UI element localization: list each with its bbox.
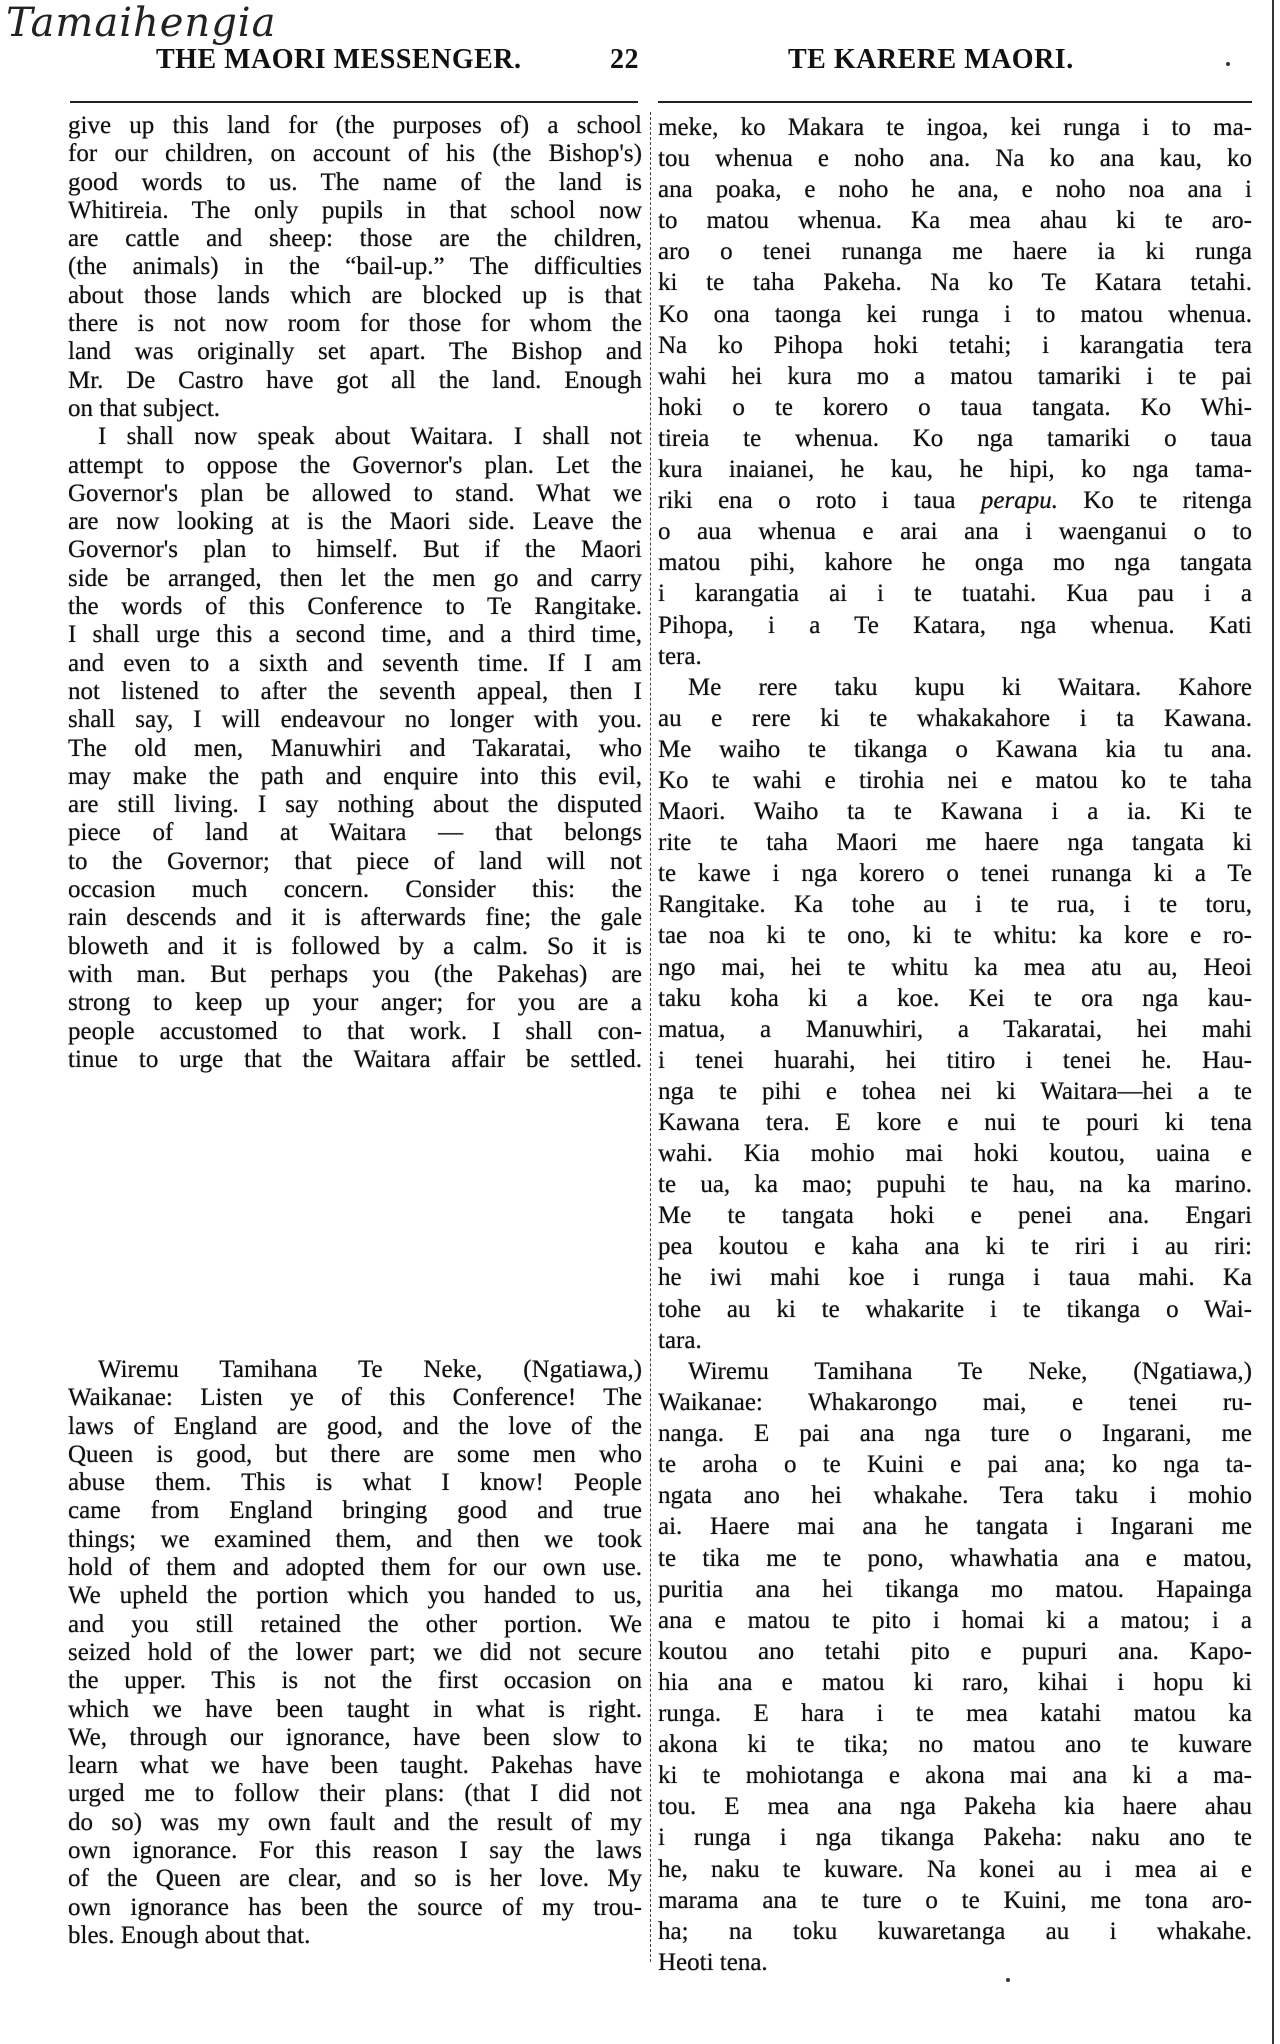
line-text: We upheld the portion which you handed to us, [68,1582,642,1610]
line-text: Governor's plan to himself. But if the Maori [68,536,642,564]
text-line [68,1554,642,1582]
line-text: Queen is good, but there are some men who [68,1440,642,1468]
text-line [658,1543,1252,1574]
line-text: abuse them. This is what I know! People [68,1469,642,1497]
line-text: tireia te whenua. Ko nga tamariki o taua [658,424,1252,452]
line-text: kura inaianei, he kau, he hipi, ko nga tama- [658,456,1252,484]
text-line [68,876,642,904]
line-text: there is not now room for those for whom the [68,310,642,338]
text-line [658,1231,1252,1262]
text-line [68,1837,642,1865]
text-line [658,423,1252,454]
text-line [68,1384,642,1412]
text-line [658,361,1252,392]
line-text: tae noa ki te ono, ki te whitu: ka kore e ro- [658,922,1252,950]
line-text: people accustomed to that work. I shall con- [68,1017,642,1045]
text-line [68,536,642,564]
line-text: land was originally set apart. The Bishop and [68,338,642,366]
text-line [658,485,1252,516]
line-text: hold of them and adopted them for our own use. [68,1554,642,1582]
text-line [658,610,1252,641]
line-text: wahi hei kura mo a matou tamariki i te pai [658,362,1252,390]
line-text: wahi. Kia mohio mai hoki koutou, uaina e [658,1140,1252,1168]
line-text: ai. Haere mai ana he tangata i Ingarani me [658,1513,1252,1541]
line-text: not listened to after the seventh appeal, then I [68,677,642,705]
text-line [658,1698,1252,1729]
print-mark [1226,62,1230,66]
english-column-part-1 [68,112,642,1074]
line-text: hia ana e matou ki raro, kihai i hopu ki [658,1668,1252,1696]
text-line [68,678,642,706]
line-text: I shall now speak about Waitara. I shall not [98,423,642,451]
line-text: riki ena o roto i taua [658,487,956,515]
italic-word: perapu. [980,487,1058,515]
text-line [658,143,1252,174]
line-text: piece of land at Waitara — that belongs [68,819,642,847]
masthead-maori: TE KARERE MAORI. [788,44,1074,75]
print-mark [1006,1978,1010,1982]
line-text: rite te taha Maori me haere nga tangata ki [658,829,1252,857]
line-text: for our children, on account of his (the Bishop's) [68,140,642,168]
line-text: with man. But perhaps you (the Pakehas) are [68,960,642,988]
text-line [658,672,1252,703]
line-text: au e rere ki te whakakahore i ta Kawana. [658,704,1252,732]
text-line [658,796,1252,827]
line-text: pea koutou e kaha ana ki te riri i au riri: [658,1233,1252,1261]
text-line [68,819,642,847]
text-line [68,621,642,649]
line-text: puritia ana hei tikanga mo matou. Hapainga [658,1575,1252,1603]
text-line [658,1636,1252,1667]
line-text: tinue to urge that the Waitara affair be settled. [68,1045,642,1073]
text-line [68,169,642,197]
line-text: shall say, I will endeavour no longer with you. [68,706,642,734]
line-text: ngo mai, hei te whitu ka mea atu au, Heoi [658,953,1252,981]
text-line [68,253,642,281]
text-line [658,578,1252,609]
text-line [658,1791,1252,1822]
line-text: taku koha ki a koe. Kei te ora nga kau- [658,984,1252,1012]
line-text: about those lands which are blocked up is that [68,281,642,309]
line-text: o aua whenua e arai ana i waenganui o to [658,518,1252,546]
line-text: te ua, ka mao; pupuhi te hau, na ka marino. [658,1171,1252,1199]
text-line [658,1076,1252,1107]
text-line [658,547,1252,578]
text-line [68,848,642,876]
line-text: good words to us. The name of the land is [68,168,642,196]
text-line [658,641,1252,672]
text-line [658,1418,1252,1449]
text-line [68,1356,642,1384]
masthead-english: THE MAORI MESSENGER. [156,44,522,75]
line-text: own ignorance. For this reason I say the laws [68,1837,642,1865]
text-line [658,889,1252,920]
line-text: ha; na toku kuwaretanga au i whakahe. [658,1917,1252,1945]
line-text: Rangitake. Ka tohe au i te rua, i te toru, [658,891,1252,919]
line-text: came from England bringing good and true [68,1497,642,1525]
line-text: side be arranged, then let the men go and carry [68,564,642,592]
line-text: and even to a sixth and seventh time. If I am [68,649,642,677]
text-line [658,205,1252,236]
text-line [658,1325,1252,1356]
text-line [658,858,1252,889]
text-line [68,282,642,310]
line-text: ki te taha Pakeha. Na ko Te Katara tetahi. [658,269,1252,297]
text-line [68,1582,642,1610]
text-line [658,1667,1252,1698]
line-text: things; we examined them, and then we took [68,1525,642,1553]
text-line [658,1729,1252,1760]
line-text: Waikanae: Listen ye of this Conference! The [68,1384,642,1412]
line-text: te kawe i nga korero o tenei runanga ki a Te [658,860,1252,888]
text-line [68,367,642,395]
line-text: occasion much concern. Consider this: the [68,876,642,904]
header-rule-left [70,101,638,103]
line-text: Kawana tera. E kore e nui te pouri ki tena [658,1109,1252,1136]
line-text: may make the path and enquire into this evil, [68,762,642,790]
line-text: Heoti tena. [658,1948,768,1976]
text-line [68,197,642,225]
line-text: bles. Enough about that. [68,1921,311,1949]
text-line [658,174,1252,205]
text-line [658,1885,1252,1916]
text-line [68,1809,642,1837]
text-line [68,961,642,989]
line-text: Whitireia. The only pupils in that school now [68,196,642,224]
line-text: matou pihi, kahore he onga mo nga tangata [658,549,1252,577]
text-line [658,1822,1252,1853]
line-text: Me rere taku kupu ki Waitara. Kahore [688,673,1252,701]
text-line [68,735,642,763]
line-text: te aroha o te Kuini e pai ana; ko nga ta- [658,1451,1252,1479]
text-line [658,1574,1252,1605]
line-text: i karangatia ai i te tuatahi. Kua pau i a [658,580,1252,608]
text-line [68,933,642,961]
text-line [68,763,642,791]
text-line [658,1854,1252,1885]
text-line [658,392,1252,423]
text-line [68,1724,642,1752]
text-line [68,423,642,451]
text-line [68,310,642,338]
line-text: urged me to follow their plans: (that I did not [68,1780,642,1808]
handwritten-annotation: Tamaihengia [6,0,277,46]
text-line [658,703,1252,734]
line-text: hoki o te korero o taua tangata. Ko Whi- [658,393,1252,421]
text-line [68,1780,642,1808]
text-line [658,1356,1252,1387]
line-text: ngata ano hei whakahe. Tera taku i mohio [658,1482,1252,1510]
line-text: laws of England are good, and the love of the [68,1412,642,1440]
line-text: Me te tangata hoki e penei ana. Engari [658,1202,1252,1230]
line-text: Wiremu Tamihana Te Neke, (Ngatiawa,) [688,1358,1252,1385]
line-text: ana poaka, e noho he ana, e noho noa ana i [658,176,1252,204]
text-line [68,1922,642,1950]
text-line [68,1526,642,1554]
line-text: matua, a Manuwhiri, a Takaratai, hei mahi [658,1015,1252,1043]
text-line [68,650,642,678]
text-line [658,1605,1252,1636]
text-line [68,1413,642,1441]
text-line [68,140,642,168]
line-text: which we have been taught in what is right. [68,1695,642,1723]
line-text: he, naku te kuware. Na konei au i mea ai e [658,1855,1252,1883]
line-text: tou whenua e noho ana. Na ko ana kau, ko [658,145,1252,173]
text-line [658,1014,1252,1045]
text-line [658,1138,1252,1169]
line-text: Wiremu Tamihana Te Neke, (Ngatiawa,) [98,1356,642,1383]
line-text: bloweth and it is followed by a calm. So it is [68,932,642,960]
line-text: Ko te wahi e tirohia nei e matou ko te taha [658,766,1252,794]
text-line [68,480,642,508]
text-line [658,1916,1252,1947]
text-line [68,791,642,819]
text-line [658,1294,1252,1325]
line-text: nga te pihi e tohea nei ki Waitara—hei a te [658,1077,1252,1105]
line-text: rain descends and it is afterwards fine; the gale [68,904,642,932]
text-line [68,395,642,423]
text-line [68,904,642,932]
line-text: to the Governor; that piece of land will not [68,847,642,875]
text-line [68,1018,642,1046]
text-line [658,299,1252,330]
text-line [658,1107,1252,1138]
line-text: Pihopa, i a Te Katara, nga whenua. Kati [658,611,1252,639]
line-text: i runga i nga tikanga Pakeha: naku ano te [658,1824,1252,1852]
text-line [68,1752,642,1780]
line-text: i tenei huarahi, hei titiro i tenei he. Hau- [658,1046,1252,1074]
line-text: Ko te ritenga [1083,487,1252,515]
text-line [68,706,642,734]
line-text: ana e matou te pito i homai ki a matou; i a [658,1606,1252,1634]
text-line [68,565,642,593]
text-line [68,1611,642,1639]
line-text: tera. [658,642,702,670]
line-text: ki te mohiotanga e akona mai ana ki a ma- [658,1762,1252,1790]
text-line [658,516,1252,547]
text-line [658,454,1252,485]
line-text: We, through our ignorance, have been slow to [68,1723,642,1751]
line-text: nanga. E pai ana nga ture o Ingarani, me [658,1420,1252,1448]
text-line [658,1169,1252,1200]
text-line [658,236,1252,267]
text-line [658,983,1252,1014]
text-line [68,112,642,140]
text-line [658,734,1252,765]
line-text: (the animals) in the “bail-up.” The difficulties [68,253,642,281]
text-line [68,508,642,536]
text-line [68,1639,642,1667]
line-text: attempt to oppose the Governor's plan. Let the [68,451,642,479]
line-text: own ignorance has been the source of my trou- [68,1893,642,1921]
line-text: marama ana te ture o te Kuini, me tona aro- [658,1886,1252,1914]
page-number: 22 [610,44,639,75]
line-text: runga. E hara i te mea katahi matou ka [658,1700,1252,1728]
text-line [658,952,1252,983]
line-text: I shall urge this a second time, and a third time, [68,621,642,649]
text-line [658,1200,1252,1231]
text-line [658,267,1252,298]
column-divider [650,112,652,1962]
text-line [68,1865,642,1893]
line-text: he iwi mahi koe i runga i taua mahi. Ka [658,1264,1252,1292]
line-text: are now looking at is the Maori side. Leave the [68,508,642,536]
line-text: Ko ona taonga kei runga i to matou whenua. [658,300,1252,328]
line-text: Me waiho te tikanga o Kawana kia tu ana. [658,735,1252,763]
line-text: strong to keep up your anger; for you are a [68,989,642,1017]
text-line [68,1696,642,1724]
line-text: to matou whenua. Ka mea ahau ki te aro- [658,207,1252,235]
line-text: are cattle and sheep: those are the children, [68,225,642,253]
text-line [658,1511,1252,1542]
line-text: tou. E mea ana nga Pakeha kia haere ahau [658,1793,1252,1821]
text-line [68,1046,642,1074]
text-line [68,1667,642,1695]
page-edge-line [1272,0,1274,2044]
text-line [658,1760,1252,1791]
text-line [68,1497,642,1525]
text-line [658,1480,1252,1511]
text-line [68,989,642,1017]
maori-column-part-2 [658,1356,1252,1978]
english-column-part-2 [68,1356,642,1950]
text-line [658,1449,1252,1480]
line-text: give up this land for (the purposes of) a school [68,112,642,139]
text-line [658,920,1252,951]
maori-column-part-1 [658,112,1252,1356]
text-line [658,827,1252,858]
header-rule-right [658,101,1252,103]
line-text: koutou ano tetahi pito e pupuri ana. Kapo- [658,1637,1252,1665]
line-text: learn what we have been taught. Pakehas have [68,1752,642,1780]
line-text: te tika me te pono, whawhatia ana e matou, [658,1544,1252,1572]
line-text: are still living. I say nothing about the disputed [68,791,642,819]
text-line [68,593,642,621]
text-line [658,1387,1252,1418]
text-line [658,1262,1252,1293]
line-text: Maori. Waiho ta te Kawana i a ia. Ki te [658,798,1252,826]
line-text: Waikanae: Whakarongo mai, e tenei ru- [658,1389,1252,1417]
line-text: seized hold of the lower part; we did not secure [68,1638,642,1666]
text-line [68,225,642,253]
line-text: akona ki te tika; no matou ano te kuware [658,1731,1252,1759]
line-text: Mr. De Castro have got all the land. Enough [68,366,642,394]
line-text: and you still retained the other portion. We [68,1610,642,1638]
line-text: on that subject. [68,394,221,422]
text-line [68,1894,642,1922]
line-text: of the Queen are clear, and so is her love. My [68,1865,642,1893]
text-line [658,1947,1252,1978]
line-text: Governor's plan be allowed to stand. What we [68,479,642,507]
text-line [658,330,1252,361]
text-line [68,452,642,480]
line-text: do so) was my own fault and the result of my [68,1808,642,1836]
text-line [68,1441,642,1469]
line-text: meke, ko Makara te ingoa, kei runga i to ma- [658,114,1252,141]
text-line [658,765,1252,796]
line-text: tara. [658,1326,702,1354]
line-text: the words of this Conference to Te Rangitake. [68,593,642,621]
line-text: The old men, Manuwhiri and Takaratai, who [68,734,642,762]
line-text: aro o tenei runanga me haere ia ki runga [658,238,1252,266]
line-text: Na ko Pihopa hoki tetahi; i karangatia tera [658,331,1252,359]
text-line [658,112,1252,143]
text-line [68,1469,642,1497]
line-text: the upper. This is not the first occasion on [68,1667,642,1695]
text-line [68,338,642,366]
line-text: tohe au ki te whakarite i te tikanga o Wai- [658,1295,1252,1323]
text-line [658,1045,1252,1076]
